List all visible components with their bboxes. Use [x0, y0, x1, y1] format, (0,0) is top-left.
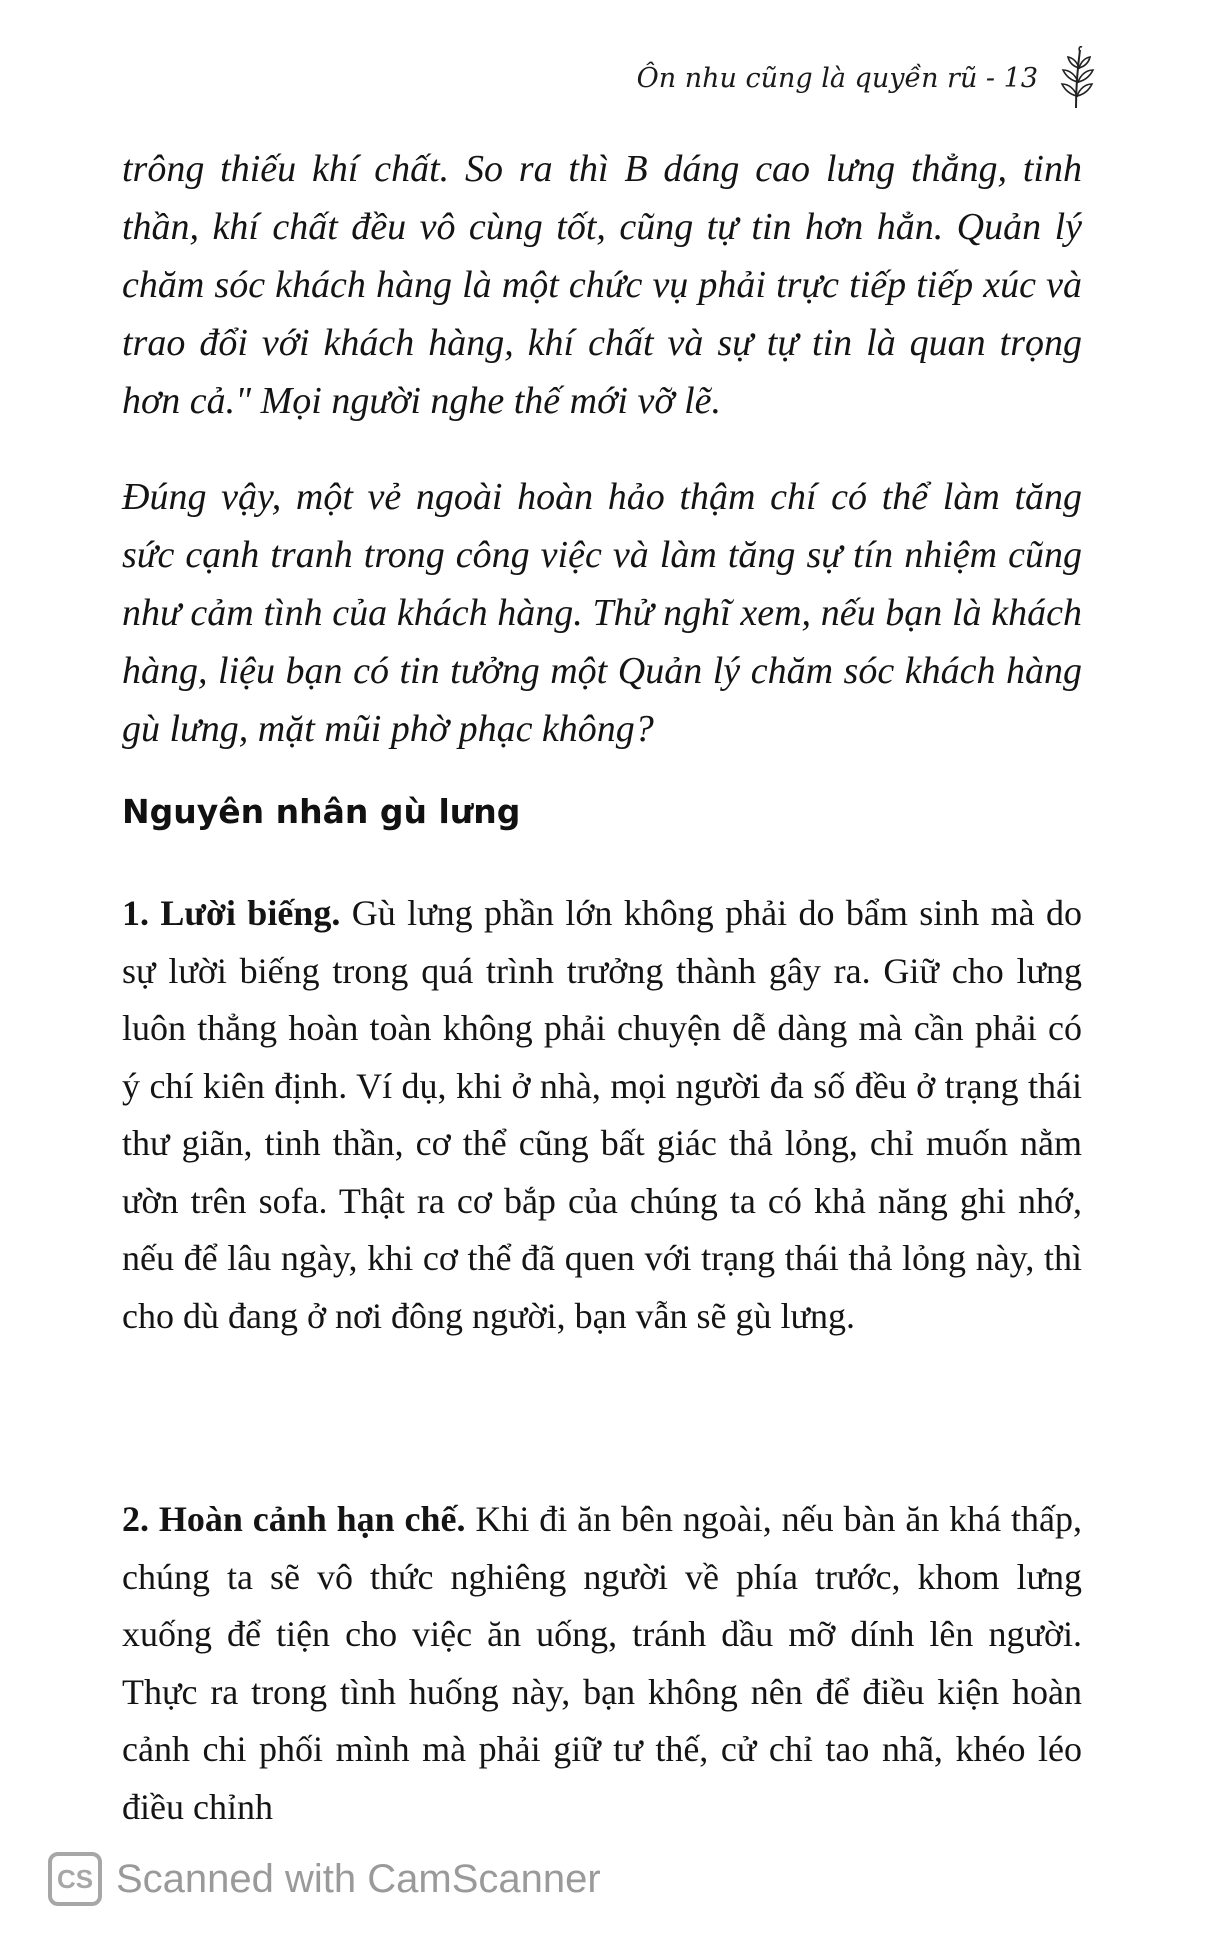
running-title: Ôn nhu cũng là quyền rũ - 13 — [636, 62, 1038, 94]
intro-paragraph: Đúng vậy, một vẻ ngoài hoàn hảo thậm chí có thể làm tăng sức cạnh tranh trong công việc và làm tăng sự tín nhiệm cũng như cảm tình của khách hàng. Thử nghĩ xem, nếu bạn là khách hàng, liệu bạn có tin tưởng một Quản lý chăm sóc khách hàng gù lưng, mặt mũi phờ phạc không? — [122, 476, 1082, 750]
list-item — [122, 1491, 1082, 1836]
watermark-text: Scanned with CamScanner — [116, 1856, 601, 1901]
list-item-lead: 2. Hoàn cảnh hạn chế. — [122, 1499, 466, 1539]
section-item-2 — [122, 1491, 1082, 1836]
camscanner-watermark — [48, 1852, 601, 1906]
list-item-lead: 1. Lười biếng. — [122, 893, 341, 933]
list-item-text: Gù lưng phần lớn không phải do bẩm sinh mà do sự lười biếng trong quá trình trưởng thành gây ra. Giữ cho lưng luôn thẳng hoàn toàn không phải chuyện dễ dàng mà cần phải có ý chí kiên định. Ví dụ, khi ở nhà, mọi người đa số đều ở trạng thái thư giãn, tinh thần, cơ thể cũng bất giác thả lỏng, chỉ muốn nằm ườn trên sofa. Thật ra cơ bắp của chúng ta có khả năng ghi nhớ, nếu để lâu ngày, khi cơ thể đã quen với trạng thái thả lỏng này, thì cho dù đang ở nơi đông người, bạn vẫn sẽ gù lưng. — [122, 893, 1083, 1336]
section-item-1 — [122, 885, 1082, 1345]
intro-paragraph: trông thiếu khí chất. So ra thì B dáng cao lưng thẳng, tinh thần, khí chất đều vô cùng tốt, cũng tự tin hơn hẳn. Quản lý chăm sóc khách hàng là một chức vụ phải trực tiếp tiếp xúc và trao đổi với khách hàng, khí chất và sự tự tin là quan trọng hơn cả." Mọi người nghe thế mới vỡ lẽ. — [122, 148, 1082, 422]
camscanner-logo-icon: CS — [48, 1852, 102, 1906]
section-heading-block — [122, 792, 1082, 831]
section-heading: Nguyên nhân gù lưng — [122, 792, 521, 831]
intro-paragraph-2-block — [122, 468, 1082, 758]
running-header — [637, 48, 1096, 108]
list-item — [122, 885, 1082, 1345]
list-item-text: Khi đi ăn bên ngoài, nếu bàn ăn khá thấp, chúng ta sẽ vô thức nghiêng người về phía trước, khom lưng xuống để tiện cho việc ăn uống, tránh dầu mỡ dính lên người. Thực ra trong tình huống này, bạn không nên để điều kiện hoàn cảnh chi phối mình mà phải giữ tư thế, cử chỉ tao nhã, khéo léo điều chỉnh — [122, 1499, 1082, 1827]
intro-paragraph-1-block — [122, 140, 1082, 430]
leaf-sprig-icon — [1056, 46, 1096, 110]
